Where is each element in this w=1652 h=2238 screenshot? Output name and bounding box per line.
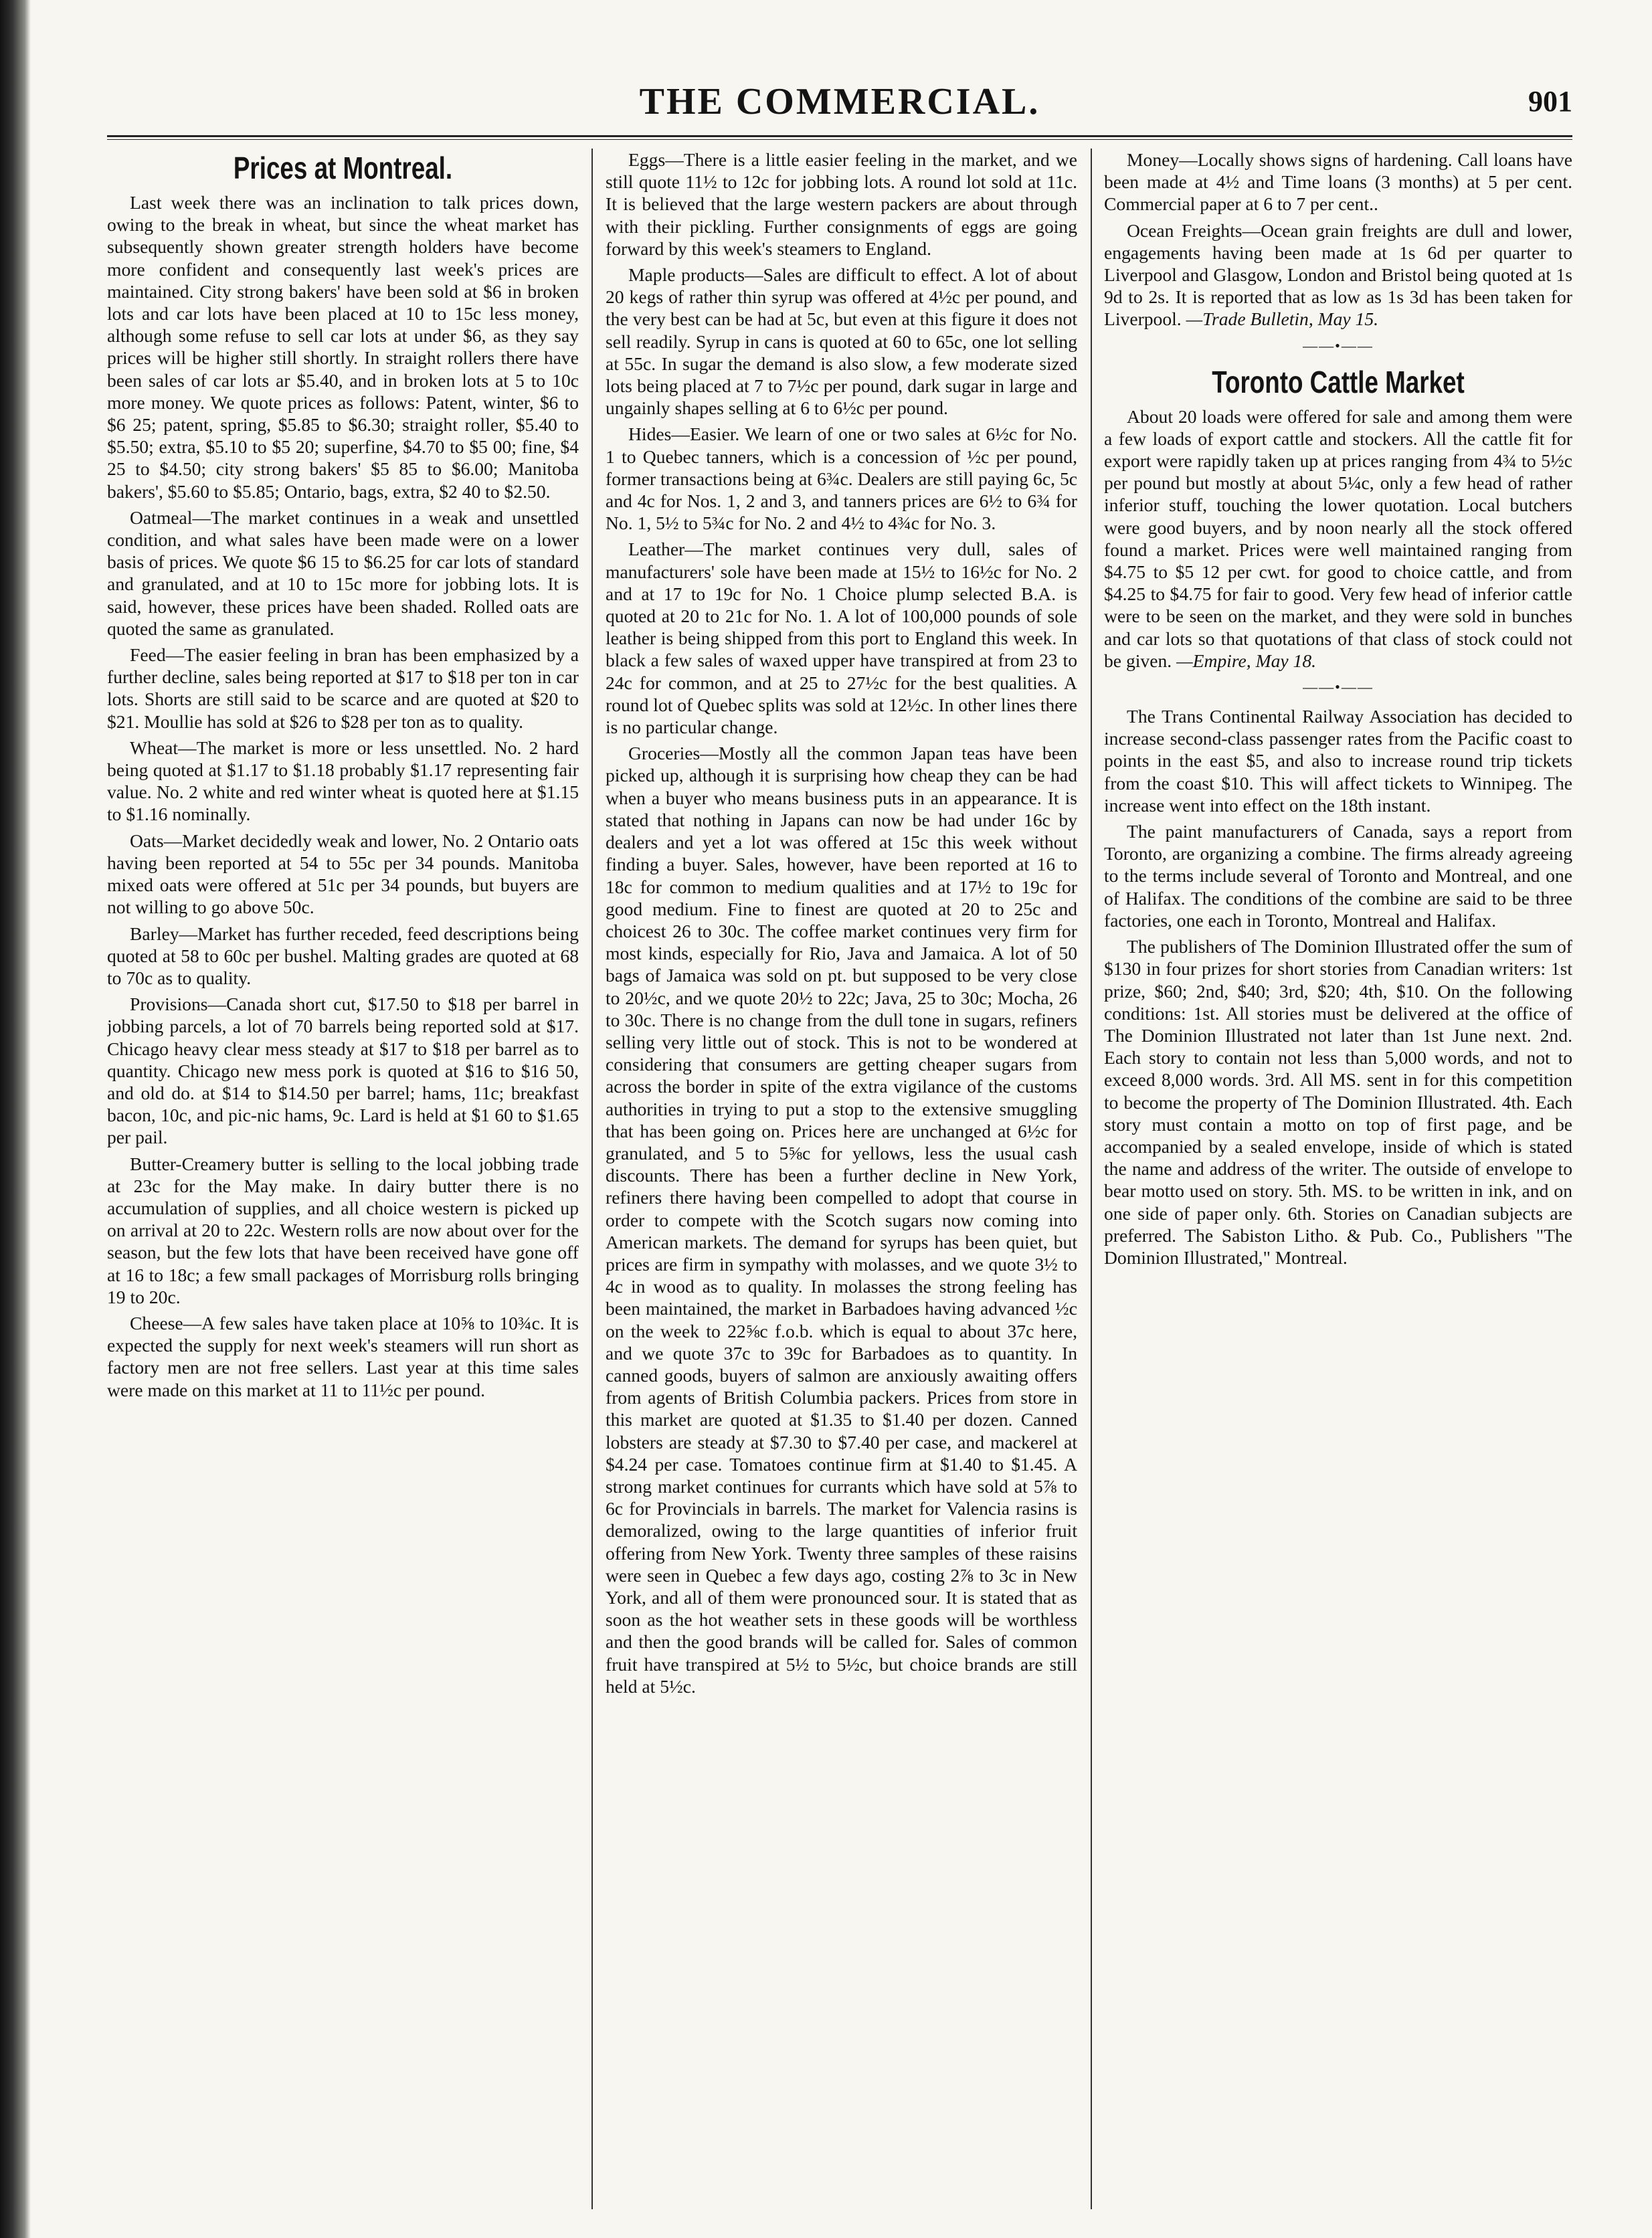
- montreal-source: —Trade Bulletin, May 15.: [1186, 308, 1379, 330]
- page-header: [107, 82, 1572, 122]
- montreal-paragraph: Feed—The easier feeling in bran has been emphasized by a further decline, sales being reported at $17 to $18 per ton in car lots. Shorts are still said to be scarce and are quoted at $20 to $21. Moullie has sold at $26 to $28 per ton as to quality.: [107, 644, 579, 732]
- note-paragraph: The paint manufacturers of Canada, says a report from Toronto, are organizing a combine. The firms already agreeing to the terms include several of Toronto and Montreal, and one of Halifax. The conditions of the combine are said to be three factories, one each in Toronto, Montreal and Halifax.: [1104, 821, 1572, 931]
- page-number: 901: [1528, 85, 1572, 118]
- montreal-paragraph: Cheese—A few sales have taken place at 10⅝ to 10¾c. It is expected the supply for next week's steamers will run short as factory men are not free sellers. Last year at this time sales were made on this market at 11 to 11½c per pound.: [107, 1312, 579, 1400]
- column-right: [1104, 149, 1572, 2209]
- montreal-paragraph: Ocean Freights—Ocean grain freights are dull and lower, engagements having been made at 1s 6d per quarter to Liverpool and Glasgow, London and Bristol being quoted at 1s 9d to 2s. It is reported that as low as 1s 3d has been taken for Liverpool. —Trade Bulletin, May 15.: [1104, 219, 1572, 330]
- note-paragraph: The publishers of The Dominion Illustrated offer the sum of $130 in four prizes for short stories from Canadian writers: 1st prize, $60; 2nd, $40; 3rd, $20; 4th, $10. On the following conditions: 1st. All stories must be delivered at the office of The Dominion Illustrated not later than 1st June next. 2nd. Each story to contain not less than 5,000 words, and not to exceed 8,000 words. 3rd. All MS. sent in for this competition to become the property of The Dominion Illustrated. 4th. Each story must contain a motto on top of first page, and be accompanied by a sealed envelope, inside of which is stated the name and address of the writer. The outside of envelope to bear motto used on story. 5th. MS. to be written in ink, and on one side of paper only. 6th. Stories on Canadian subjects are preferred. The Sabiston Litho. & Pub. Co., Publishers "The Dominion Illustrated," Montreal.: [1104, 936, 1572, 1268]
- toronto-heading: Toronto Cattle Market: [1212, 364, 1465, 399]
- montreal-paragraph: Oats—Market decidedly weak and lower, No. 2 Ontario oats having been reported at 54 to 55c per 34 pounds. Manitoba mixed oats were offered at 51c per 34 pounds, but buyers are not willing to go above 50c.: [107, 830, 579, 918]
- montreal-heading: Prices at Montreal.: [233, 151, 453, 185]
- column-rule: [591, 149, 593, 2209]
- header-rule: [107, 135, 1572, 140]
- montreal-paragraph: Money—Locally shows signs of hardening. Call loans have been made at 4½ and Time loans (3 months) at 5 per cent. Commercial paper at 6 to 7 per cent..: [1104, 149, 1572, 215]
- masthead: THE COMMERCIAL.: [639, 81, 1040, 122]
- section-separator: ——•——: [1303, 337, 1374, 354]
- montreal-paragraph: Wheat—The market is more or less unsettled. No. 2 hard being quoted at $1.17 to $1.18 probably $1.17 representing fair value. No. 2 white and red winter wheat is quoted here at $1.15 to $1.16 nominally.: [107, 737, 579, 825]
- montreal-paragraph: Barley—Market has further receded, feed descriptions being quoted at 58 to 60c per bushel. Malting grades are quoted at 68 to 70c as to quality.: [107, 923, 579, 988]
- toronto-source: —Empire, May 18.: [1176, 650, 1317, 671]
- section-separator: ——•——: [1303, 678, 1374, 696]
- montreal-paragraph: Leather—The market continues very dull, sales of manufacturers' sole have been made at 15½ to 16½c for No. 2 and at 17 to 19c for No. 1 Choice plump selected B.A. is quoted at 20 to 21c for No. 1. A lot of 100,000 pounds of sole leather is being shipped from this port to England this week. In black a few sales of waxed upper have transpired at from 23 to 24c for common, and at 25 to 27½c for the best qualities. A round lot of Quebec splits was sold at 12½c. In other lines there is no particular change.: [606, 539, 1077, 738]
- montreal-paragraph: Oatmeal—The market continues in a weak and unsettled condition, and what sales have been made were on a lower basis of prices. We quote $6 15 to $6.25 for car lots of standard and granulated, and at 10 to 15c more for jobbing lots. It is said, however, these prices have been shaded. Rolled oats are quoted the same as granulated.: [107, 506, 579, 639]
- montreal-paragraph: Last week there was an inclination to talk prices down, owing to the break in wheat, but since the wheat market has subsequently shown greater strength holders have become more confident and consequently last week's prices are maintained. City strong bakers' have been sold at $6 in broken lots and car lots have been placed at 10 to 15c less money, although some refuse to sell car lots at under $6, as they say prices will be higher still shortly. In straight rollers there have been sales of car lots ar $5.40, and in broken lots at 5 to 10c more money. We quote prices as follows: Patent, winter, $6 to $6 25; patent, spring, $5.85 to $6.30; straight roller, $5.40 to $5.50; extra, $5.10 to $5 20; superfine, $4.70 to $5 00; fine, $4 25 to $4.50; city strong bakers' $5 85 to $6.00; Manitoba bakers', $5.60 to $5.85; Ontario, bags, extra, $2 40 to $2.50.: [107, 192, 579, 502]
- montreal-paragraph: Butter-Creamery butter is selling to the local jobbing trade at 23c for the May make. In dairy butter there is no accumulation of supplies, and all choice western is picked up on arrival at 20 to 22c. Western rolls are now about over for the season, but the few lots that have been received have gone off at 16 to 18c; a few small packages of Morrisburg rolls bringing 19 to 20c.: [107, 1153, 579, 1307]
- note-paragraph: The Trans Continental Railway Association has decided to increase second-class passenger rates from the Pacific coast to points in the east $5, and also to increase round trip tickets from the coast $10. This will affect tickets to Winnipeg. The increase went into effect on the 18th instant.: [1104, 706, 1572, 816]
- column-rule: [1091, 149, 1092, 2209]
- montreal-paragraph: Hides—Easier. We learn of one or two sales at 6½c for No. 1 to Quebec tanners, which is a concession of ½c per pound, former transactions being at 6¾c. Dealers are still paying 6c, 5c and 4c for Nos. 1, 2 and 3, and tanners prices are 6½ to 6¾ for No. 1, 5½ to 5¾c for No. 2 and 4½ to 4¾c for No. 3.: [606, 424, 1077, 534]
- toronto-paragraph: About 20 loads were offered for sale and among them were a few loads of export cattle and stockers. All the cattle fit for export were rapidly taken up at prices ranging from 4¾ to 5½c per pound but mostly at about 5¼c, only a few head of rather inferior stuff, touching the lower quotation. Local butchers were good buyers, and by noon nearly all the stock offered found a market. Prices were well maintained ranging from $4.75 to $5 12 per cwt. for good to choice cattle, and from $4.25 to $4.75 for fair to good. Very few head of inferior cattle were to be seen on the market, and they were sold in bunches and car lots so that quotations of that class of stock could not be given. —Empire, May 18.: [1104, 405, 1572, 671]
- montreal-paragraph: Eggs—There is a little easier feeling in the market, and we still quote 11½ to 12c for jobbing lots. A round lot sold at 11c. It is believed that the large western packers are about through with their pickling. Further consignments of eggs are going forward by this week's steamers to England.: [606, 149, 1077, 259]
- page-binding-edge: [0, 0, 31, 2238]
- column-middle: [606, 149, 1077, 2209]
- montreal-paragraph: Maple products—Sales are difficult to effect. A lot of about 20 kegs of rather thin syrup was offered at 4½c per pound, and the very best can be had at 5c, but even at this figure it does not sell readily. Syrup in cans is quoted at 60 to 65c, one lot selling at 55c. In sugar the demand is also slow, a few moderate sized lots being placed at 7 to 7½c per pound, dark sugar in large and ungainly shapes selling at 6 to 6½c per pound.: [606, 264, 1077, 419]
- montreal-paragraph: Provisions—Canada short cut, $17.50 to $18 per barrel in jobbing parcels, a lot of 70 barrels being reported sold at $17. Chicago heavy clear mess steady at $17 to $18 per barrel as to quantity. Chicago new mess pork is quoted at $16 to $16 50, and old do. at $14 to $14.50 per barrel; hams, 11c; breakfast bacon, 10c, and pic-nic hams, 9c. Lard is held at $1 60 to $1.65 per pail.: [107, 994, 579, 1148]
- column-left: [107, 149, 579, 2209]
- montreal-paragraph: Groceries—Mostly all the common Japan teas have been picked up, although it is surprising how cheap they can be had when a buyer who means business puts in an appearance. It is stated that nothing in Japans can now be had under 16c by dealers and yet a lot was offered at 15c this week without finding a buyer. Sales, however, have been reported at 16 to 18c for common to medium qualities and at 17½ to 19c for good medium. Fine to finest are quoted at 20 to 25c and choicest 26 to 30c. The coffee market continues very firm for most kinds, especially for Rio, Java and Jamaica. A lot of 50 bags of Jamaica was sold on pt. but supposed to be very close to 20½c, and we quote 20½ to 22c; Java, 25 to 30c; Mocha, 26 to 30c. There is no change from the dull tone in sugars, refiners selling very little out of stock. This is not to be wondered at considering that consumers are getting cheaper sugars from across the border in spite of the extra vigilance of the customs authorities in trying to put a stop to the extensive smuggling that has been going on. Prices here are unchanged at 6½c for granulated, and 5 to 5⅝c for yellows, less the usual cash discounts. There has been a further decline in New York, refiners there having been compelled to adopt that course in order to compete with the Scotch sugars now coming into American markets. The demand for syrups has been quiet, but prices are firm in sympathy with molasses, and we quote 3½ to 4c in wood as to quality. In molasses the strong feeling has been maintained, the market in Barbadoes having advanced ½c on the week to 22⅝c f.o.b. which is equal to about 37c here, and we quote 37c to 39c for Barbadoes as to quantity. In canned goods, buyers of salmon are anxiously awaiting offers from agents of British Columbia packers. Prices from store in this market are quoted at $1.35 to $1.40 per dozen. Canned lobsters are steady at $7.30 to $7.40 per case, and mackerel at $4.24 per case. Tomatoes continue firm at $1.40 to $1.45. A strong market continues for currants which have sold at 5⅞ to 6c for Provincials in barrels. The market for Valencia rasins is demoralized, owing to the large quantities of inferior fruit offering from New York. Twenty three samples of these raisins were seen in Quebec a few days ago, costing 2⅞ to 3c in New York, and all of them were pronounced sour. It is stated that as soon as the hot weather sets in these goods will be worthless and then the good brands will be called for. Sales of common fruit have transpired at 5½ to 5½c, but choice brands are still held at 5½c.: [606, 743, 1077, 1697]
